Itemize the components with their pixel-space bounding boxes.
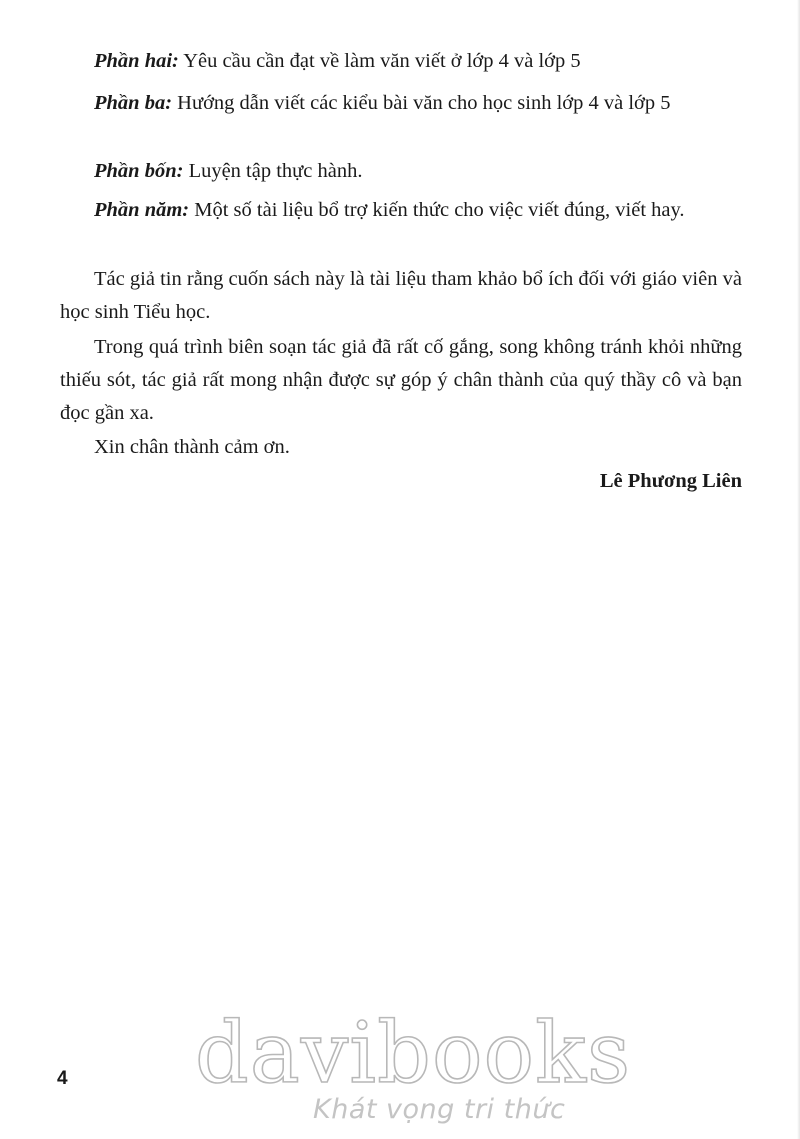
section-label: Phần ba:: [94, 92, 173, 114]
section-part-five: [60, 194, 742, 227]
watermark: [195, 1004, 632, 1135]
section-label: Phần bốn:: [94, 160, 184, 182]
paragraph-thanks: Xin chân thành cảm ơn.: [94, 436, 290, 458]
section-label: Phần hai:: [94, 50, 179, 72]
section-text: Luyện tập thực hành.: [183, 160, 363, 182]
section-part-four: [60, 155, 742, 188]
page-number: 4: [57, 1068, 68, 1089]
section-part-three: [60, 87, 742, 120]
section-part-two: [60, 45, 742, 78]
paragraph-apology: Trong quá trình biên soạn tác giả đã rất cố gắng, song không tránh khỏi những thiếu sót, tác giả rất mong nhận được sự góp ý chân thành của quý thầy cô và bạn đọc gần xa.: [60, 336, 742, 424]
section-text: Hướng dẫn viết các kiểu bài văn cho học sinh lớp 4 và lớp 5: [172, 92, 671, 114]
paragraph-author-belief: Tác giả tin rằng cuốn sách này là tài liệu tham khảo bổ ích đối với giáo viên và học sinh Tiểu học.: [60, 268, 742, 323]
section-label: Phần năm:: [94, 199, 190, 221]
section-text: Yêu cầu cần đạt về làm văn viết ở lớp 4 và lớp 5: [178, 50, 581, 72]
watermark-brand: davibooks: [195, 1004, 632, 1102]
section-text: Một số tài liệu bổ trợ kiến thức cho việc viết đúng, viết hay.: [189, 199, 685, 221]
author-signature: Lê Phương Liên: [599, 470, 742, 492]
watermark-slogan: Khát vọng tri thức: [313, 1094, 566, 1125]
